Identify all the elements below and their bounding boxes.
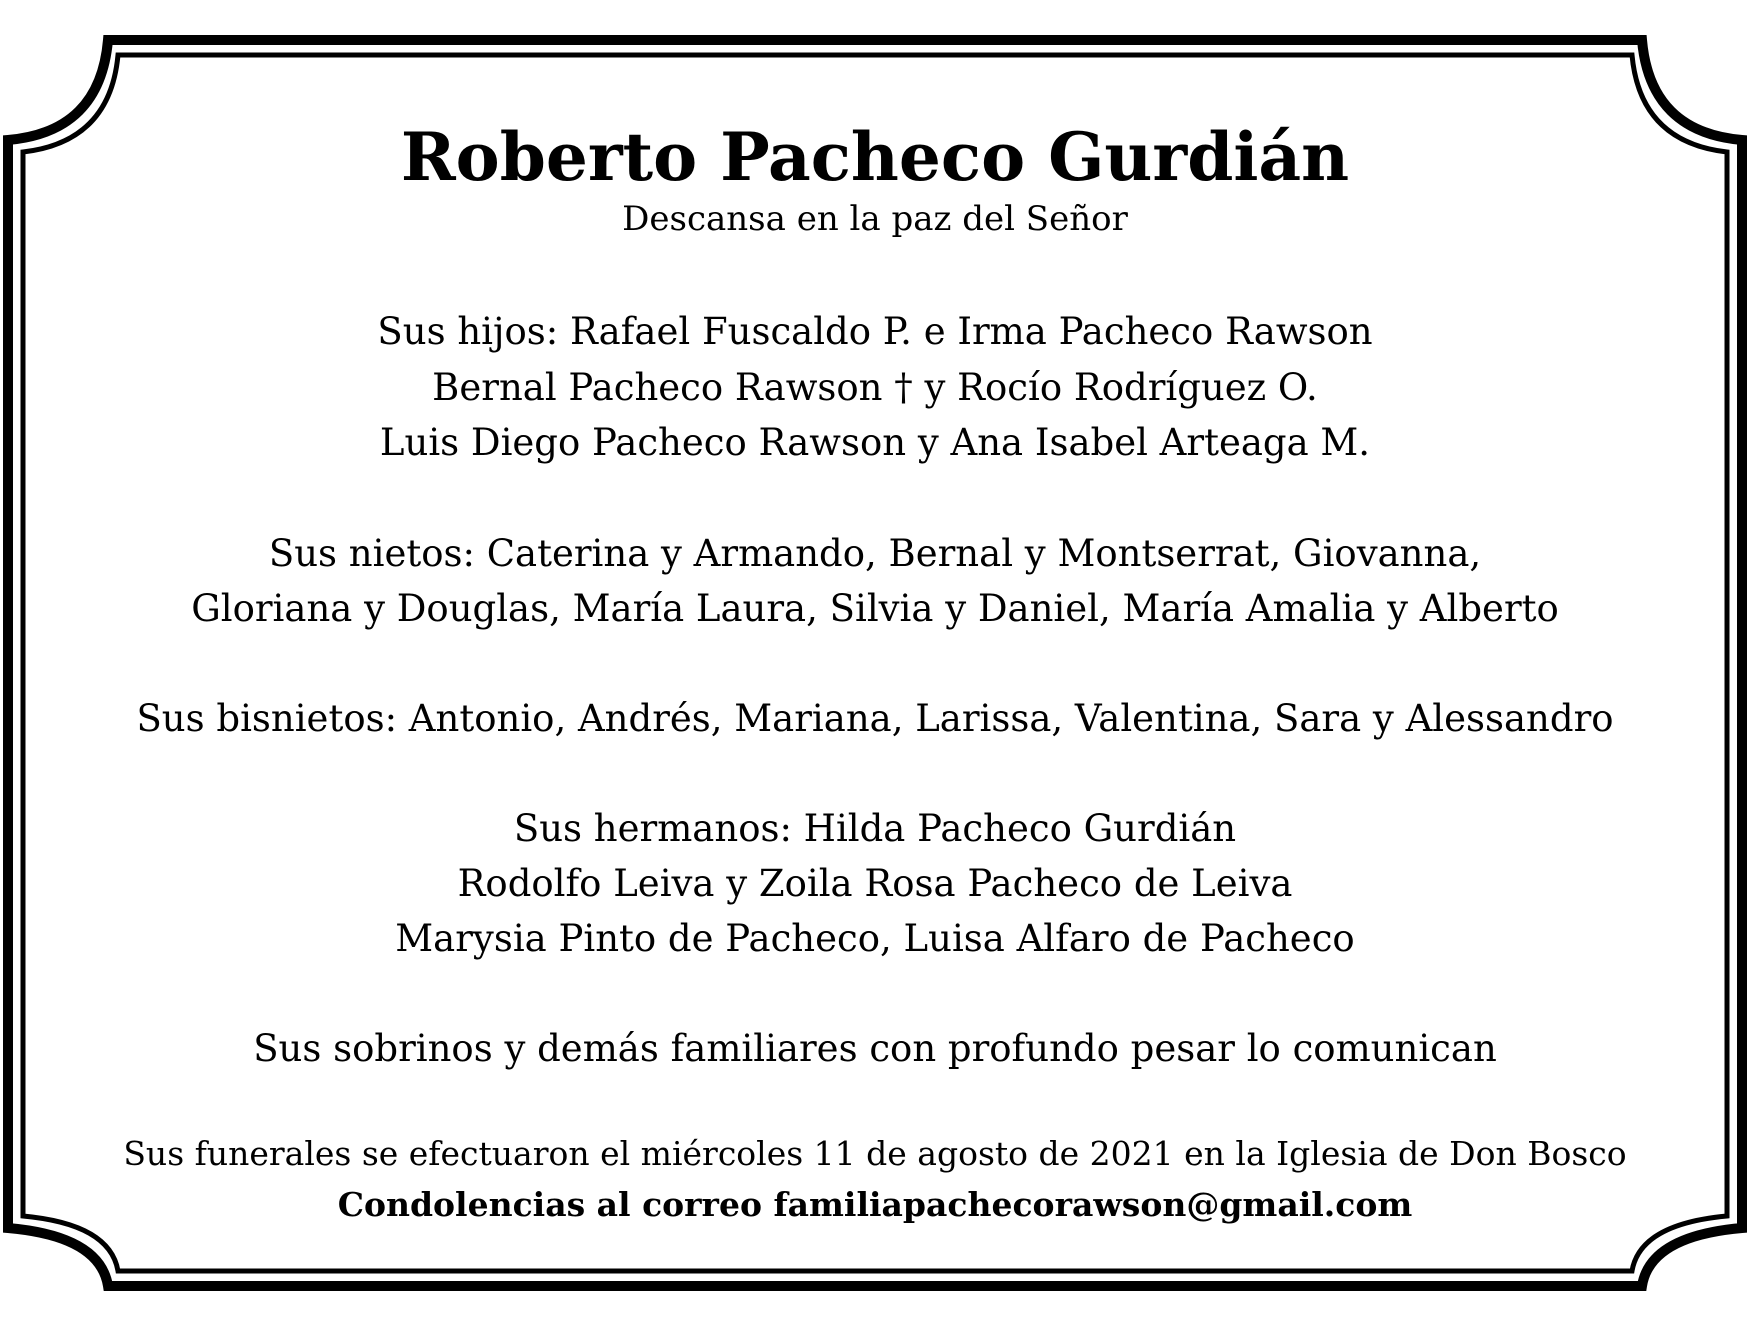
condolences-email: Condolencias al correo familiapachecorawson@gmail.com	[337, 1185, 1413, 1224]
children-line-2: Bernal Pacheco Rawson † y Rocío Rodríguez O.	[432, 366, 1318, 409]
children-line-1: Sus hijos: Rafael Fuscaldo P. e Irma Pacheco Rawson	[377, 310, 1373, 353]
siblings-line-1: Sus hermanos: Hilda Pacheco Gurdián	[513, 807, 1237, 850]
nephews-line: Sus sobrinos y demás familiares con profundo pesar lo comunican	[253, 1027, 1497, 1070]
funeral-info: Sus funerales se efectuaron el miércoles 11 de agosto de 2021 en la Iglesia de Don Bosco	[123, 1134, 1627, 1173]
subtitle: Descansa en la paz del Señor	[622, 199, 1128, 239]
siblings-line-2: Rodolfo Leiva y Zoila Rosa Pacheco de Leiva	[457, 862, 1293, 905]
siblings-line-3: Marysia Pinto de Pacheco, Luisa Alfaro de Pacheco	[395, 917, 1355, 960]
great-grandchildren-line: Sus bisnietos: Antonio, Andrés, Mariana, Larissa, Valentina, Sara y Alessandro	[136, 697, 1614, 740]
grandchildren-line-2: Gloriana y Douglas, María Laura, Silvia y Daniel, María Amalia y Alberto	[191, 587, 1559, 630]
deceased-name: Roberto Pacheco Gurdián	[400, 118, 1350, 196]
children-line-3: Luis Diego Pacheco Rawson y Ana Isabel Arteaga M.	[379, 421, 1371, 464]
grandchildren-line-1: Sus nietos: Caterina y Armando, Bernal y Montserrat, Giovanna,	[268, 532, 1482, 575]
